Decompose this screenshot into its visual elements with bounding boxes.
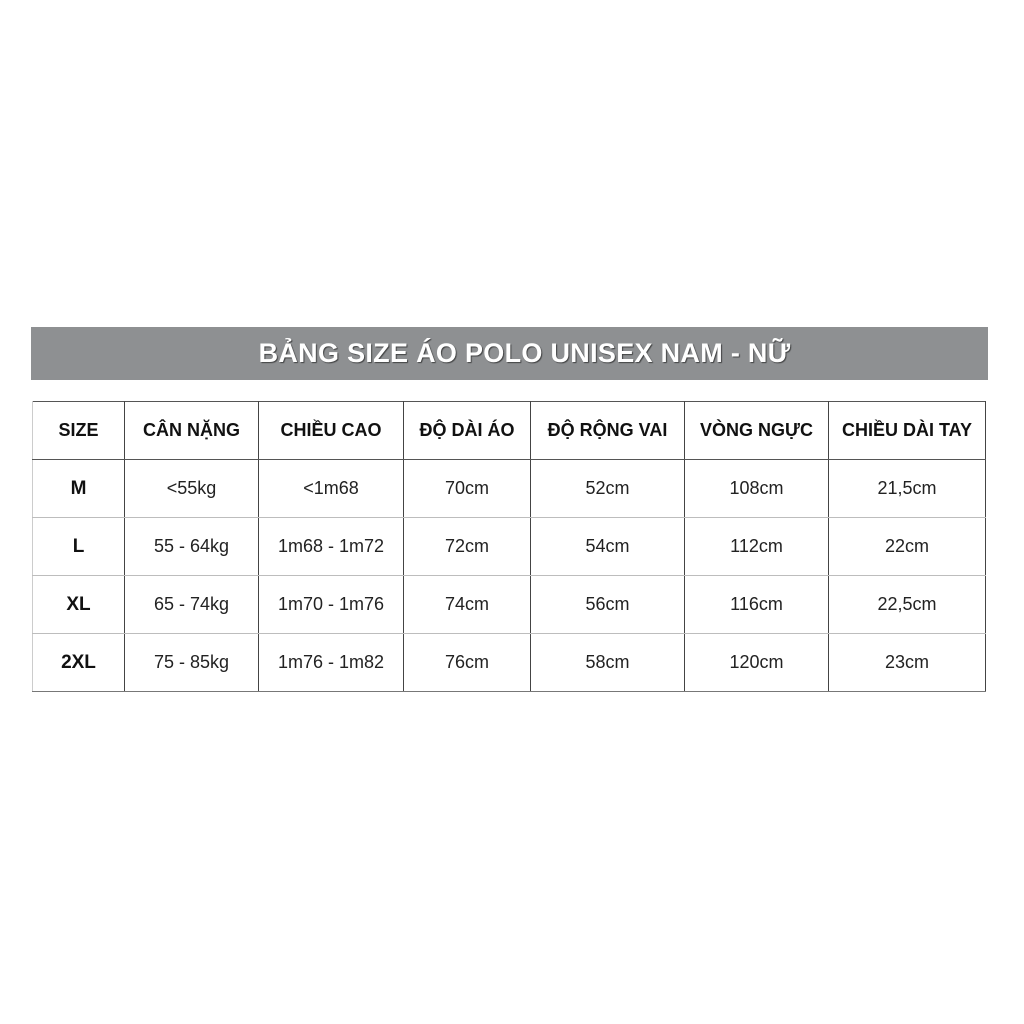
header-chest: VÒNG NGỰC bbox=[685, 402, 829, 460]
header-height: CHIỀU CAO bbox=[259, 402, 404, 460]
chest-cell: 116cm bbox=[685, 576, 829, 634]
header-size: SIZE bbox=[33, 402, 125, 460]
weight-cell: 65 - 74kg bbox=[125, 576, 259, 634]
shoulder-width-cell: 52cm bbox=[531, 460, 685, 518]
header-shirt-length: ĐỘ DÀI ÁO bbox=[404, 402, 531, 460]
weight-cell: 55 - 64kg bbox=[125, 518, 259, 576]
title-banner bbox=[31, 327, 988, 380]
sleeve-length-cell: 22cm bbox=[829, 518, 986, 576]
table-header-row bbox=[33, 402, 986, 460]
weight-cell: <55kg bbox=[125, 460, 259, 518]
shoulder-width-cell: 56cm bbox=[531, 576, 685, 634]
shoulder-width-cell: 58cm bbox=[531, 634, 685, 692]
weight-cell: 75 - 85kg bbox=[125, 634, 259, 692]
table-row bbox=[33, 576, 986, 634]
header-sleeve-length: CHIỀU DÀI TAY bbox=[829, 402, 986, 460]
shirt-length-cell: 76cm bbox=[404, 634, 531, 692]
height-cell: <1m68 bbox=[259, 460, 404, 518]
chest-cell: 112cm bbox=[685, 518, 829, 576]
height-cell: 1m70 - 1m76 bbox=[259, 576, 404, 634]
size-cell: XL bbox=[33, 576, 125, 634]
shirt-length-cell: 72cm bbox=[404, 518, 531, 576]
table-row bbox=[33, 460, 986, 518]
shirt-length-cell: 74cm bbox=[404, 576, 531, 634]
header-shoulder-width: ĐỘ RỘNG VAI bbox=[531, 402, 685, 460]
sleeve-length-cell: 23cm bbox=[829, 634, 986, 692]
height-cell: 1m76 - 1m82 bbox=[259, 634, 404, 692]
shoulder-width-cell: 54cm bbox=[531, 518, 685, 576]
sleeve-length-cell: 22,5cm bbox=[829, 576, 986, 634]
size-cell: 2XL bbox=[33, 634, 125, 692]
height-cell: 1m68 - 1m72 bbox=[259, 518, 404, 576]
table-row bbox=[33, 634, 986, 692]
table-row bbox=[33, 518, 986, 576]
shirt-length-cell: 70cm bbox=[404, 460, 531, 518]
size-cell: L bbox=[33, 518, 125, 576]
page-title: BẢNG SIZE ÁO POLO UNISEX NAM - NỮ bbox=[258, 338, 791, 368]
sleeve-length-cell: 21,5cm bbox=[829, 460, 986, 518]
chest-cell: 108cm bbox=[685, 460, 829, 518]
header-weight: CÂN NẶNG bbox=[125, 402, 259, 460]
size-cell: M bbox=[33, 460, 125, 518]
size-table bbox=[32, 401, 986, 692]
chest-cell: 120cm bbox=[685, 634, 829, 692]
